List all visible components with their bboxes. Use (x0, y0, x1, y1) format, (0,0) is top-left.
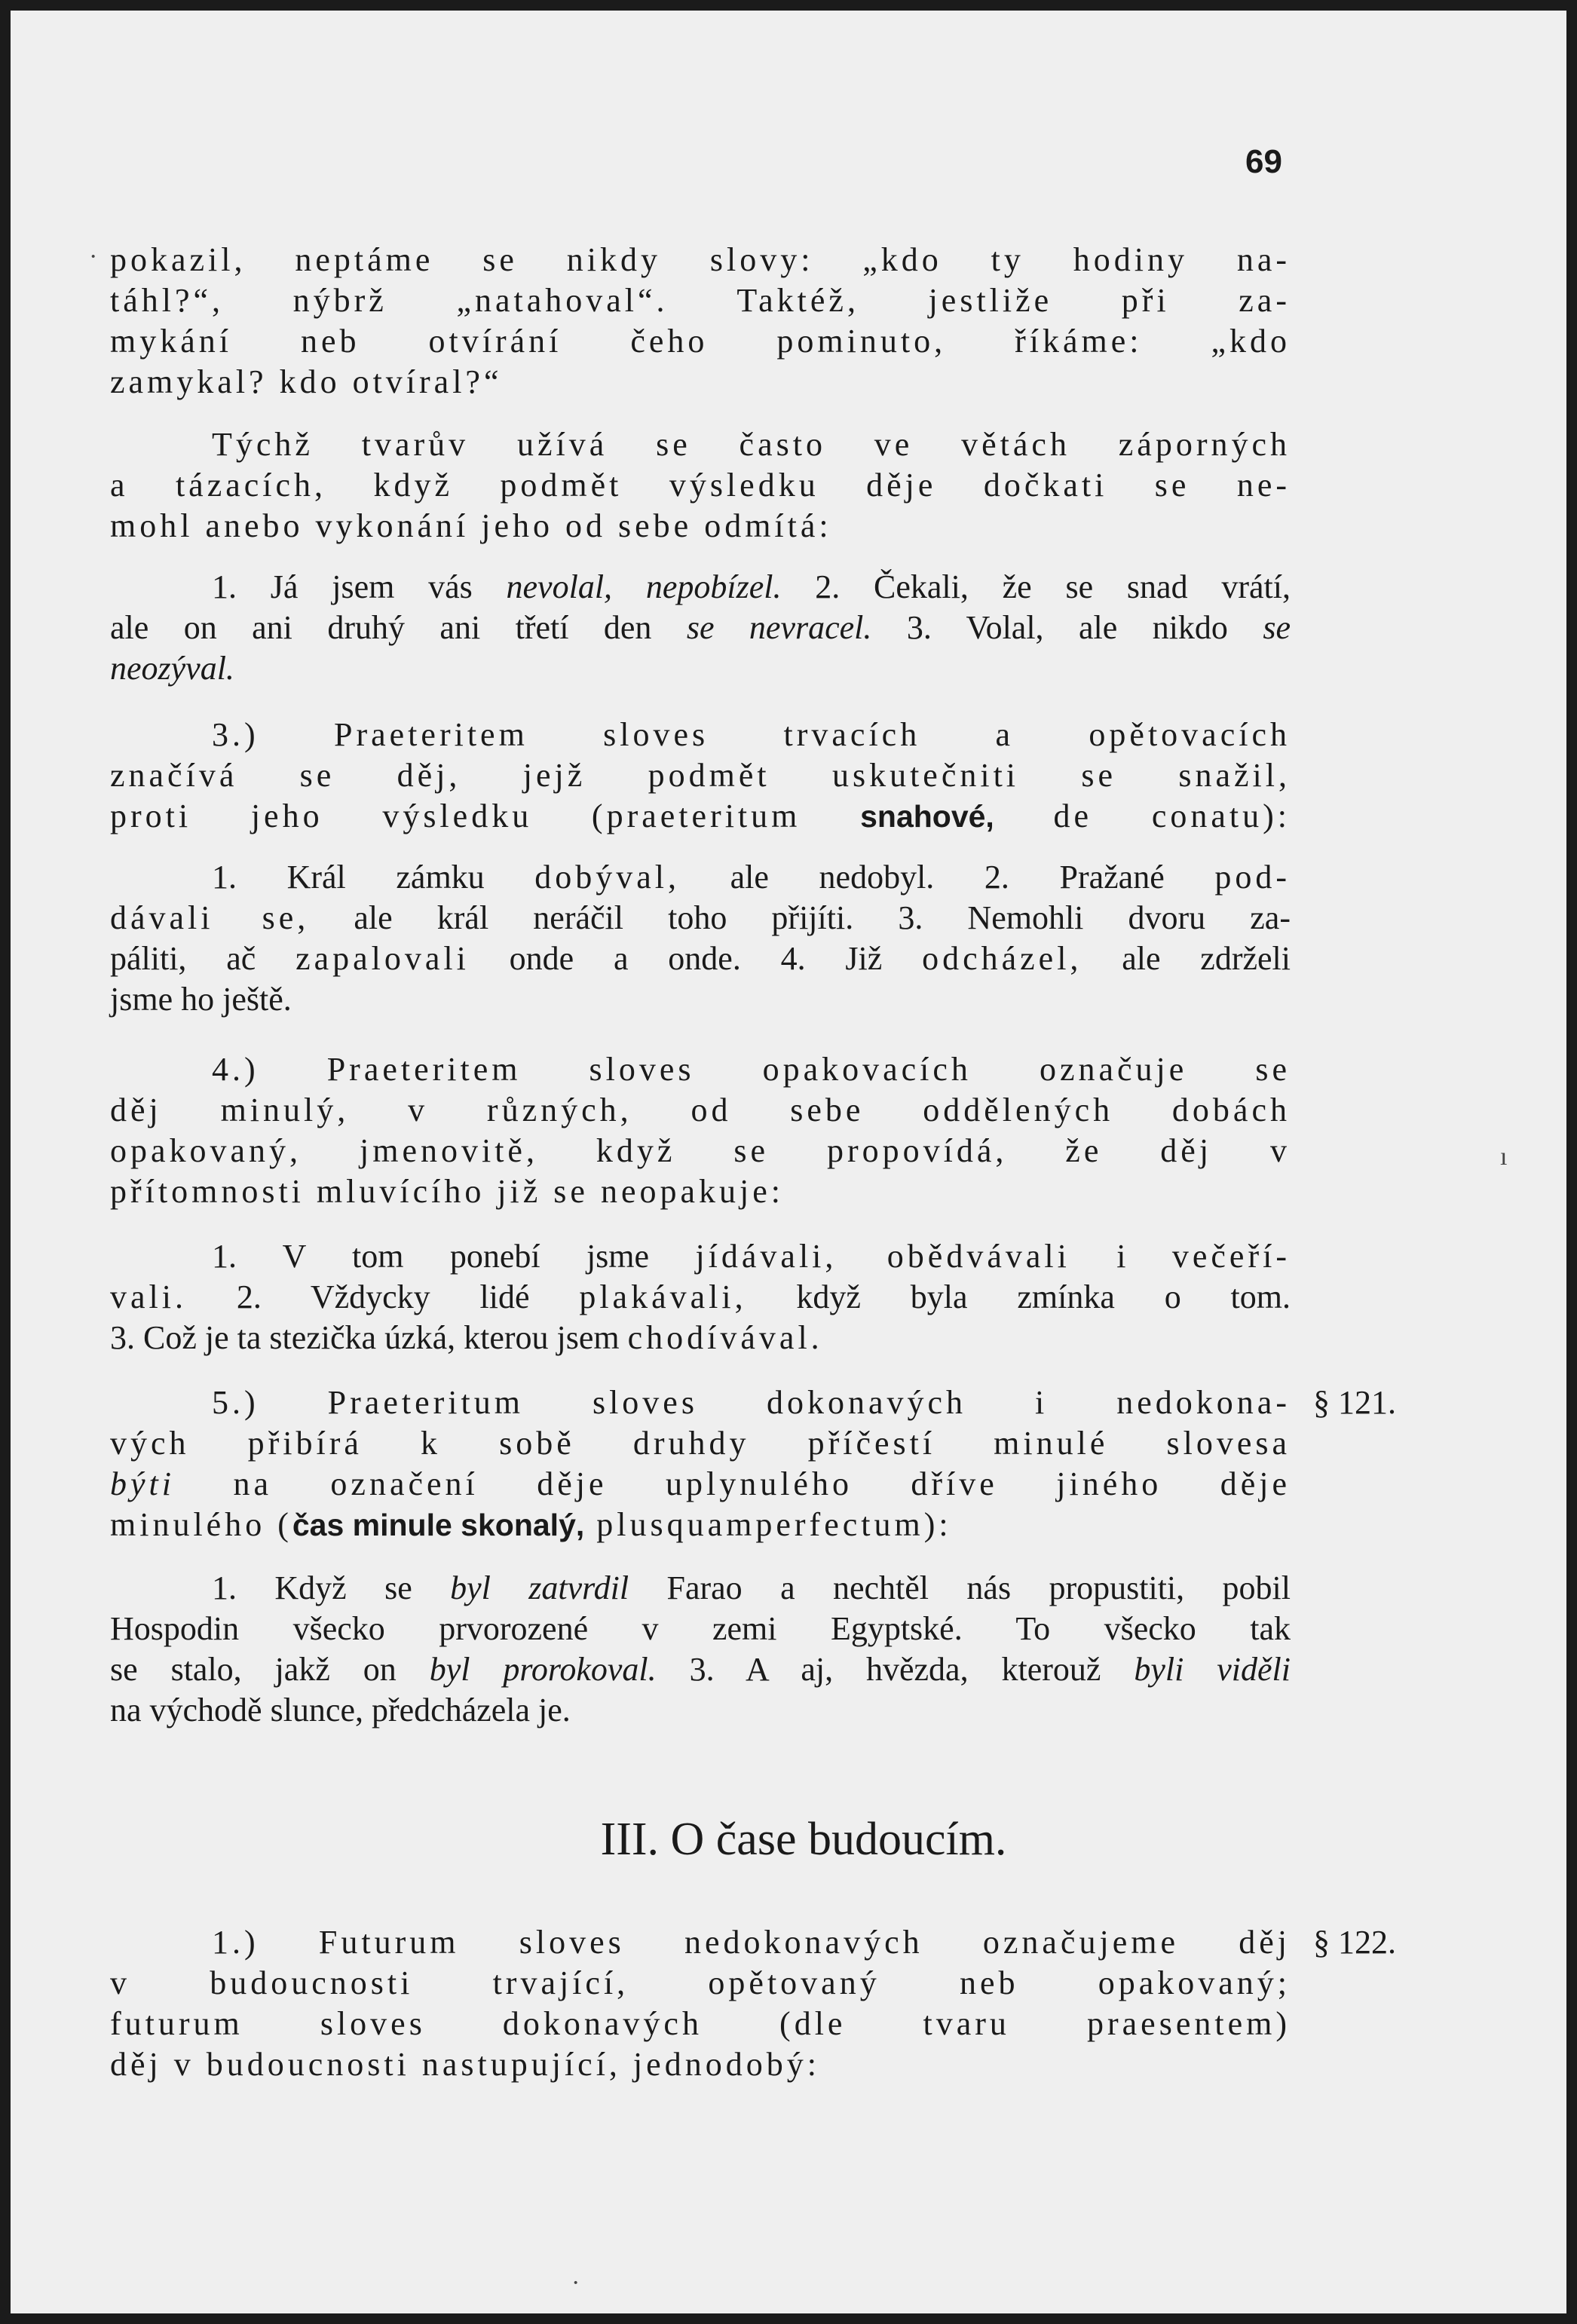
example-line: se stalo, jakž on byl prorokoval. 3. A aj, hvězda, kterouž byli viděli (110, 1651, 1291, 1688)
example-block-3 (110, 1236, 1291, 1358)
example-line: 1. Já jsem vás nevolal, nepobízel. 2. Čekali, že se snad vrátí, (212, 568, 1291, 605)
text-line: 4.) Praeteritem sloves opakovacích označuje se (212, 1051, 1291, 1088)
text-line: přítomnosti mluvícího již se neopakuje: (110, 1173, 784, 1210)
example-line: jsme ho ještě. (110, 981, 292, 1018)
example-line: 1. V tom ponebí jsme jídávali, obědvávali i večeří- (212, 1238, 1291, 1275)
text-line: opakovaný, jmenovitě, když se propovídá, že děj v (110, 1132, 1291, 1169)
example-line: 3. Což je ta stezička úzká, kterou jsem chodívával. (110, 1319, 823, 1356)
text-line: táhl?“, nýbrž „natahoval“. Taktéž, jestliže při za- (110, 282, 1291, 319)
example-line: páliti, ač zapalovali onde a onde. 4. Již odcházel, ale zdrželi (110, 940, 1291, 977)
paragraph-pluperfect (110, 1382, 1291, 1545)
example-line: 1. Král zámku dobýval, ale nedobyl. 2. Pražané pod- (212, 859, 1291, 896)
scan-speck: ı (1500, 1143, 1508, 1171)
paragraph-iterative-praeterite (110, 1049, 1291, 1212)
example-line: 1. Když se byl zatvrdil Farao a nechtěl nás propustiti, pobil (212, 1569, 1291, 1606)
text-line: 5.) Praeteritum sloves dokonavých i nedokona- (212, 1384, 1291, 1421)
paragraph-continuation (110, 240, 1291, 403)
text-line: Týchž tvarův užívá se často ve větách záporných (212, 426, 1291, 463)
example-block-4 (110, 1568, 1291, 1731)
section-heading: III. O čase budoucím. (600, 1814, 1007, 1865)
text-line: 1.) Futurum sloves nedokonavých označujeme děj (212, 1924, 1291, 1961)
example-line: vali. 2. Vždycky lidé plakávali, když byla zmínka o tom. (110, 1278, 1291, 1315)
text-line: vých přibírá k sobě druhdy příčestí minulé slovesa (110, 1425, 1291, 1462)
text-line: mohl anebo vykonání jeho od sebe odmítá: (110, 507, 832, 544)
text-line: býti na označení děje uplynulého dříve jiného děje (110, 1465, 1291, 1502)
margin-reference-122: § 122. (1313, 1924, 1396, 1961)
text-line: v budoucnosti trvající, opětovaný neb opakovaný; (110, 1964, 1291, 2001)
example-line: Hospodin všecko prvorozené v zemi Egyptské. To všecko tak (110, 1610, 1291, 1647)
example-line: ale on ani druhý ani třetí den se nevracel. 3. Volal, ale nikdo se (110, 609, 1291, 646)
text-line: mykání neb otvírání čeho pominuto, říkáme: „kdo (110, 323, 1291, 360)
example-line: na východě slunce, předcházela je. (110, 1692, 571, 1728)
term-cas-minule-skonaly: čas minule skonalý, (292, 1508, 585, 1542)
text-line: a tázacích, když podmět výsledku děje dočkati se ne- (110, 467, 1291, 504)
paragraph-negative-questions (110, 424, 1291, 547)
margin-reference-121: § 121. (1313, 1384, 1396, 1421)
text-line: pokazil, neptáme se nikdy slovy: „kdo ty hodiny na- (110, 241, 1291, 278)
text-line: proti jeho výsledku (praeteritum snahové, de conatu): (110, 798, 1291, 834)
example-block-2 (110, 857, 1291, 1020)
text-line: zamykal? kdo otvíral?“ (110, 363, 503, 400)
paragraph-conative-praeterite (110, 715, 1291, 837)
example-line: neozýval. (110, 650, 234, 687)
page-number: 69 (1245, 143, 1282, 180)
text-line: děj v budoucnosti nastupující, jednodobý: (110, 2046, 820, 2083)
scan-speck: · (89, 243, 98, 271)
term-snahove: snahové, (860, 799, 994, 834)
text-line: minulého (čas minule skonalý, plusquamperfectum): (110, 1506, 952, 1543)
scan-speck: · (571, 2269, 580, 2297)
example-line: dávali se, ale král neráčil toho přijíti. 3. Nemohli dvoru za- (110, 899, 1291, 936)
paragraph-future-tense (110, 1922, 1291, 2085)
text-line: futurum sloves dokonavých (dle tvaru praesentem) (110, 2005, 1291, 2042)
text-line: 3.) Praeteritem sloves trvacích a opětovacích (212, 716, 1291, 753)
example-block-1 (110, 567, 1291, 689)
text-line: značívá se děj, jejž podmět uskutečniti se snažil, (110, 757, 1291, 794)
text-line: děj minulý, v různých, od sebe oddělených dobách (110, 1092, 1291, 1128)
